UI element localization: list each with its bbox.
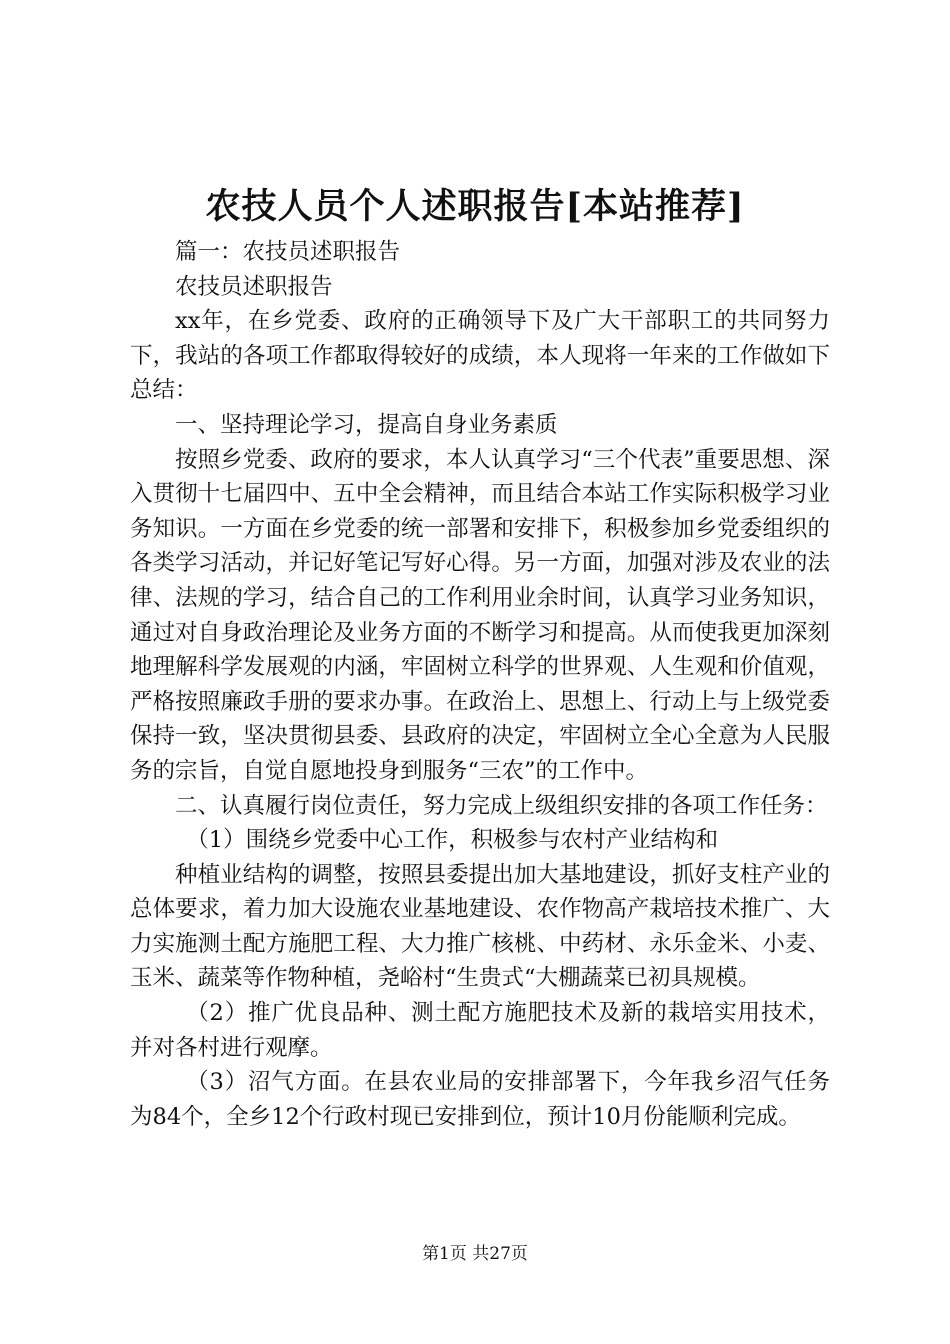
sub-heading: 农技员述职报告: [175, 273, 333, 300]
section-heading: 篇一：农技员述职报告: [175, 239, 401, 265]
section-heading: 一、坚持理论学习，提高自身业务素质: [175, 411, 558, 438]
document-title: 农技人员个人述职报告[本站推荐]: [205, 186, 745, 227]
body-paragraph: xx年，在乡党委、政府的正确领导下及广大干部职工的共同努力下，我站的各项工作都取得较好的成绩，本人现将一年来的工作做如下总结：: [130, 308, 830, 404]
body-paragraph: 种植业结构的调整，按照县委提出加大基地建设，抓好支柱产业的总体要求，着力加大设施农业基地建设、农作物高产栽培技术推广、大力实施测土配方施肥工程、大力推广核桃、中药材、永乐金米、小麦、玉米、蔬菜等作物种植，尧峪村“生贵式“大棚蔬菜已初具规模。: [130, 861, 830, 992]
page-number: 第1页 共27页: [422, 1244, 528, 1264]
document-body: [130, 235, 830, 1134]
list-item: （3）沼气方面。在县农业局的安排部署下，今年我乡沼气任务为84个，全乡12个行政村现已安排到位，预计10月份能顺利完成。: [130, 1069, 830, 1130]
section-heading: 二、认真履行岗位责任，努力完成上级组织安排的各项工作任务：: [175, 792, 828, 819]
body-paragraph: 按照乡党委、政府的要求，本人认真学习“三个代表”重要思想、深入贯彻十七届四中、五中全会精神，而且结合本站工作实际积极学习业务知识。一方面在乡党委的统一部署和安排下，积极参加乡党委组织的各类学习活动，并记好笔记写好心得。另一方面，加强对涉及农业的法律、法规的学习，结合自己的工作利用业余时间，认真学习业务知识，通过对自身政治理论及业务方面的不断学习和提高。从而使我更加深刻地理解科学发展观的内涵，牢固树立科学的世界观、人生观和价值观，严格按照廉政手册的要求办事。在政治上、思想上、行动上与上级党委保持一致，坚决贯彻县委、县政府的决定，牢固树立全心全意为人民服务的宗旨，自觉自愿地投身到服务“三农”的工作中。: [130, 446, 830, 784]
list-item: （1）围绕乡党委中心工作，积极参与农村产业结构和: [186, 827, 719, 854]
list-item: （2）推广优良品种、测土配方施肥技术及新的栽培实用技术，并对各村进行观摩。: [130, 1000, 830, 1061]
